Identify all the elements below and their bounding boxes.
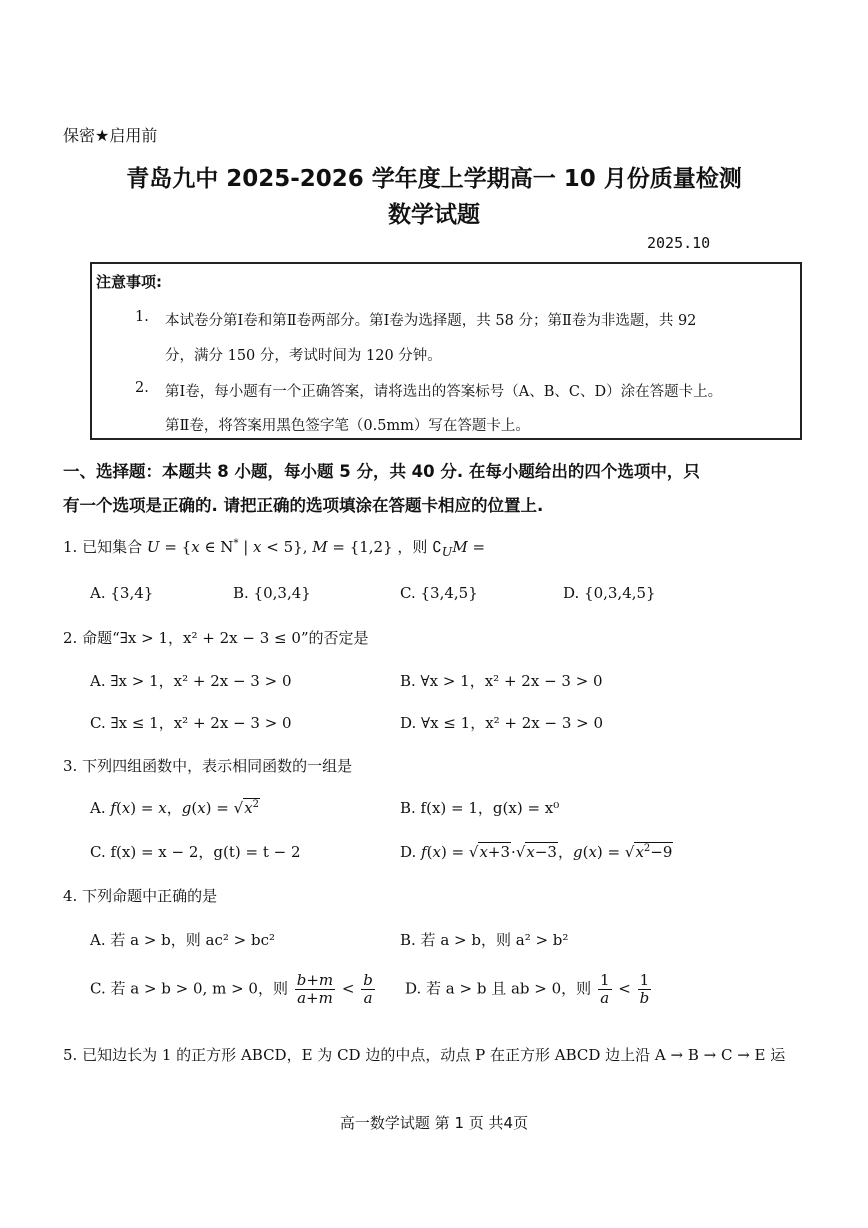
question-3-stem bbox=[63, 755, 352, 776]
page-footer: 高一数学试题 第 1 页 共4页 bbox=[339, 1114, 529, 1132]
question-3-option-d bbox=[400, 841, 673, 862]
complement-formula: $∁_UM$ = bbox=[432, 538, 486, 559]
question-4-option-a: A. 若 a > b，则 ac² > bc² bbox=[90, 931, 276, 949]
question-4-option-d: D. 若 a > b 且 ab > 0，则 $\frac{1}{a}$ < $\frac{1}{b}$ bbox=[405, 971, 650, 1007]
question-1-stem bbox=[63, 536, 485, 559]
question-2-option-c: C. ∃x ≤ 1，x² + 2x − 3 > 0 bbox=[90, 714, 292, 732]
question-2-option-d: D. ∀x ≤ 1，x² + 2x − 3 > 0 bbox=[400, 714, 604, 732]
notice-title: 注意事项: bbox=[96, 273, 162, 291]
question-3-option-d-formula: f(x) = √x+3·√x−3，$g(x) = √x^2-9$ bbox=[421, 843, 673, 861]
question-3-option-c: C. f(x) = x − 2，g(t) = t − 2 bbox=[90, 843, 301, 861]
question-3-option-a-formula: f(x) = x，$g(x) = √x^2$ bbox=[110, 799, 260, 817]
question-1-option-b: B. {0,3,4} bbox=[233, 584, 311, 602]
question-1-prefix: 已知集合 bbox=[82, 538, 143, 556]
question-3-option-b: B. f(x) = 1，g(x) = x⁰ bbox=[400, 799, 560, 817]
notice-item-1-line-1: 本试卷分第Ⅰ卷和第Ⅱ卷两部分。第Ⅰ卷为选择题，共 58 分；第Ⅱ卷为非选题，共 92 bbox=[165, 313, 697, 329]
question-3-option-a bbox=[90, 797, 260, 818]
question-1-option-c: C. {3,4,5} bbox=[400, 584, 478, 602]
exam-subtitle: 数学试题 bbox=[388, 202, 480, 228]
question-2-stem bbox=[63, 627, 369, 648]
question-5-number: 5. bbox=[63, 1046, 78, 1064]
question-3-number: 3. bbox=[63, 757, 78, 775]
question-4-text: 下列命题中正确的是 bbox=[82, 887, 218, 905]
confidential-label: 保密★启用前 bbox=[63, 126, 158, 145]
question-2-option-b: B. ∀x > 1，x² + 2x − 3 > 0 bbox=[400, 672, 603, 690]
question-1-option-d: D. {0,3,4,5} bbox=[563, 584, 656, 602]
section-heading-line-1: 一、选择题：本题共 8 小题，每小题 5 分，共 40 分. 在每小题给出的四个选项中，只 bbox=[63, 462, 700, 481]
notice-item-1-number: 1. bbox=[135, 309, 149, 325]
question-1-number: 1. bbox=[63, 538, 78, 556]
question-3-text: 下列四组函数中，表示相同函数的一组是 bbox=[82, 757, 353, 775]
fraction-b-plus-m-over-a-plus-m: $\frac{b+m}{a+m}$ bbox=[296, 971, 334, 1007]
question-4-option-c: C. 若 a > b > 0, m > 0，则 $\frac{b+m}{a+m}$ < $\frac{b}{a}$ bbox=[90, 971, 373, 1007]
question-4-stem bbox=[63, 885, 217, 906]
question-5-stem bbox=[63, 1044, 868, 1065]
section-heading-line-2: 有一个选项是正确的. 请把正确的选项填涂在答题卡相应的位置上. bbox=[63, 496, 544, 515]
question-1-option-a: A. {3,4} bbox=[90, 584, 154, 602]
question-1-formula: U = {x ∈ N* | x < 5}, M = {1,2} bbox=[146, 538, 393, 556]
question-1-suffix: ，则 bbox=[397, 538, 428, 556]
question-4-option-c-prefix: C. 若 a > b > 0, m > 0，则 bbox=[90, 979, 288, 998]
question-5-text: 已知边长为 1 的正方形 ABCD，E 为 CD 边的中点，动点 P 在正方形 ABCD 边上沿 A → B → C → E 运 bbox=[82, 1046, 786, 1064]
question-3-option-a-label: A. bbox=[90, 799, 106, 817]
question-4-option-b: B. 若 a > b，则 a² > b² bbox=[400, 931, 569, 949]
notice-item-1-line-2: 分，满分 150 分，考试时间为 120 分钟。 bbox=[165, 348, 442, 364]
notice-item-2-line-1: 第Ⅰ卷，每小题有一个正确答案，请将选出的答案标号（A、B、C、D）涂在答题卡上。 bbox=[165, 384, 723, 400]
question-3-option-d-label: D. bbox=[400, 843, 417, 861]
question-2-text: 命题“∃x > 1，x² + 2x − 3 ≤ 0”的否定是 bbox=[82, 629, 369, 647]
question-4-number: 4. bbox=[63, 887, 78, 905]
fraction-1-over-b: $\frac{1}{b}$ bbox=[639, 971, 650, 1007]
question-2-number: 2. bbox=[63, 629, 78, 647]
notice-item-2-line-2: 第Ⅱ卷，将答案用黑色签字笔（0.5mm）写在答题卡上。 bbox=[165, 418, 530, 434]
fraction-b-over-a: $\frac{b}{a}$ bbox=[363, 971, 373, 1007]
exam-title: 青岛九中 2025-2026 学年度上学期高一 10 月份质量检测 bbox=[126, 166, 742, 192]
exam-date: 2025.10 bbox=[647, 234, 711, 252]
notice-item-2-number: 2. bbox=[135, 380, 149, 396]
question-2-option-a: A. ∃x > 1，x² + 2x − 3 > 0 bbox=[90, 672, 292, 690]
fraction-1-over-a: $\frac{1}{a}$ bbox=[599, 971, 610, 1007]
question-4-option-d-prefix: D. 若 a > b 且 ab > 0，则 bbox=[405, 979, 592, 998]
